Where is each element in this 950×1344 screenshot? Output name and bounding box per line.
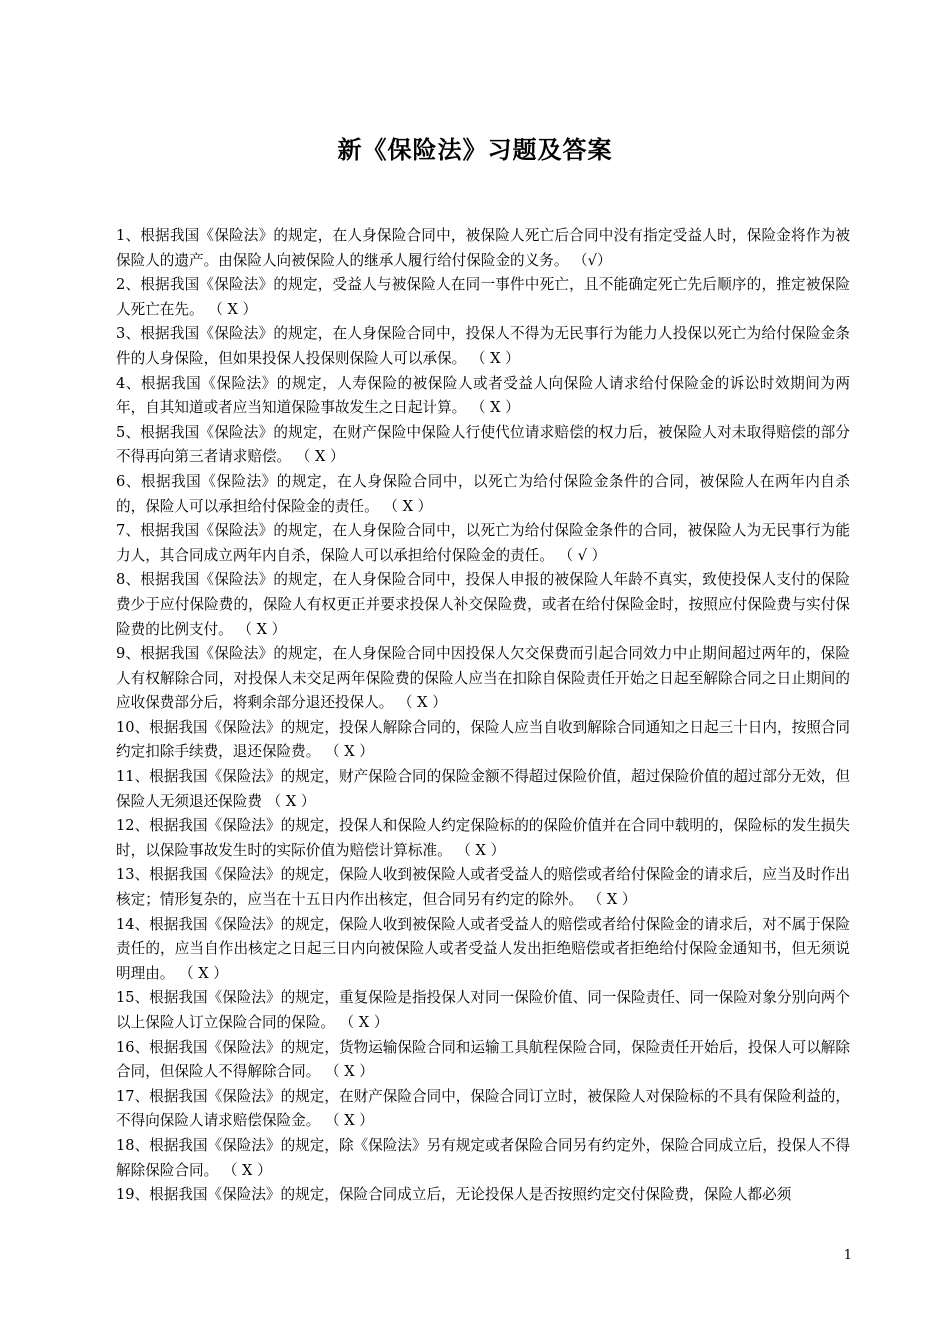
question-text: 2、根据我国《保险法》的规定，受益人与被保险人在同一事件中死亡，且不能确定死亡先后顺序的，推定被保险人死亡在先。: [116, 276, 850, 318]
question-item: [116, 1036, 850, 1085]
answer-mark: （ X ）: [583, 891, 637, 909]
answer-mark: （ X ）: [466, 349, 520, 367]
question-text: 4、根据我国《保险法》的规定，人寿保险的被保险人或者受益人向保险人请求给付保险金的诉讼时效期间为两年，自其知道或者应当知道保险事故发生之日起计算。: [116, 374, 850, 417]
question-text: 9、根据我国《保险法》的规定，在人身保险合同中因投保人欠交保费而引起合同效力中止期间超过两年的，保险人有权解除合同，对投保人未交足两年保险费的保险人应当在扣除自保险责任开始之日起至解除合同之日止期间的应收保费部分后，将剩余部分退还投保人。: [116, 645, 850, 712]
answer-mark: （ X ）: [261, 792, 316, 810]
answer-mark: （√）: [568, 251, 612, 269]
question-item: [116, 470, 850, 519]
question-item: [116, 1085, 850, 1134]
answer-mark: （ X ）: [320, 1063, 374, 1081]
question-item: [116, 273, 850, 322]
question-text: 16、根据我国《保险法》的规定，货物运输保险合同和运输工具航程保险合同，保险责任开始后，投保人可以解除合同，但保险人不得解除合同。: [116, 1038, 850, 1081]
question-item: [116, 716, 850, 765]
answer-mark: （ X ）: [393, 694, 447, 712]
answer-mark: （ X ）: [232, 620, 287, 638]
question-text: 8、根据我国《保险法》的规定，在人身保险合同中，投保人申报的被保险人年龄不真实，致使投保人支付的保险费少于应付保险费的，保险人有权更正并要求投保人补交保险费，或者在给付保险金时，按照应付保险费与实付保险费的比例支付。: [116, 571, 850, 638]
question-text: 15、根据我国《保险法》的规定，重复保险是指投保人对同一保险价值、同一保险责任、同一保险对象分别向两个以上保险人订立保险合同的保险。: [116, 989, 850, 1031]
question-text: 18、根据我国《保险法》的规定，除《保险法》另有规定或者保险合同另有约定外，保险合同成立后，投保人不得解除保险合同。: [116, 1136, 850, 1179]
question-item: [116, 519, 850, 568]
question-item: [116, 913, 850, 987]
question-item: [116, 863, 850, 912]
question-text: 7、根据我国《保险法》的规定，在人身保险合同中，以死亡为给付保险金条件的合同，被保险人为无民事行为能力人，其合同成立两年内自杀，保险人可以承担给付保险金的责任。: [116, 522, 850, 564]
answer-mark: （ X ）: [466, 399, 520, 417]
question-item: [116, 372, 850, 421]
answer-mark: （ X ）: [218, 1161, 272, 1179]
question-text: 5、根据我国《保险法》的规定，在财产保险中保险人行使代位请求赔偿的权力后，被保险人对未取得赔偿的部分不得再向第三者请求赔偿。: [116, 423, 850, 466]
question-text: 17、根据我国《保险法》的规定，在财产保险合同中，保险合同订立时，被保险人对保险标的不具有保险利益的，不得向保险人请求赔偿保险金。: [116, 1087, 850, 1130]
answer-mark: （ X ）: [451, 841, 506, 859]
question-item: [116, 421, 850, 470]
answer-mark: （ √ ）: [553, 546, 607, 564]
question-text: 6、根据我国《保险法》的规定，在人身保险合同中，以死亡为给付保险金条件的合同，被保险人在两年内自杀的，保险人可以承担给付保险金的责任。: [116, 472, 850, 515]
answer-mark: （ X ）: [291, 448, 345, 466]
question-item: [116, 1183, 850, 1208]
page-number: 1: [843, 1248, 852, 1263]
answer-mark: （ X ）: [320, 743, 374, 761]
answer-mark: （ X ）: [174, 964, 228, 982]
document-title: 新《保险法》习题及答案: [337, 136, 613, 164]
question-text: 14、根据我国《保险法》的规定，保险人收到被保险人或者受益人的赔偿或者给付保险金的请求后，对不属于保险责任的，应当自作出核定之日起三日内向被保险人或者受益人发出拒绝赔偿或者拒绝给付保险金通知书，但无须说明理由。: [116, 915, 850, 982]
question-item: [116, 814, 850, 863]
question-text: 10、根据我国《保险法》的规定，投保人解除合同的，保险人应当自收到解除合同通知之日起三十日内，按照合同约定扣除手续费，退还保险费。: [116, 718, 850, 761]
question-item: [116, 322, 850, 371]
question-item: [116, 765, 850, 814]
question-text: 19、根据我国《保险法》的规定，保险合同成立后，无论投保人是否按照约定交付保险费，保险人都必须: [116, 1186, 792, 1204]
question-list: [116, 224, 850, 1208]
answer-mark: （ X ）: [203, 300, 258, 318]
question-text: 11、根据我国《保险法》的规定，财产保险合同的保险金额不得超过保险价值，超过保险价值的超过部分无效，但保险人无须退还保险费: [116, 768, 850, 810]
question-item: [116, 224, 850, 273]
answer-mark: （ X ）: [320, 1112, 374, 1130]
answer-mark: （ X ）: [378, 497, 433, 515]
question-item: [116, 642, 850, 716]
question-item: [116, 568, 850, 642]
question-item: [116, 1134, 850, 1183]
question-text: 12、根据我国《保险法》的规定，投保人和保险人约定保险标的的保险价值并在合同中载明的，保险标的发生损失时，以保险事故发生时的实际价值为赔偿计算标准。: [116, 817, 850, 859]
question-item: [116, 986, 850, 1035]
answer-mark: （ X ）: [334, 1014, 389, 1031]
question-text: 3、根据我国《保险法》的规定，在人身保险合同中，投保人不得为无民事行为能力人投保以死亡为给付保险金条件的人身保险，但如果投保人投保则保险人可以承保。: [116, 325, 850, 367]
question-text: 1、根据我国《保险法》的规定，在人身保险合同中，被保险人死亡后合同中没有指定受益人时，保险金将作为被保险人的遗产。由保险人向被保险人的继承人履行给付保险金的义务。: [116, 227, 850, 269]
question-text: 13、根据我国《保险法》的规定，保险人收到被保险人或者受益人的赔偿或者给付保险金的请求后，应当及时作出核定；情形复杂的，应当在十五日内作出核定，但合同另有约定的除外。: [116, 866, 850, 909]
